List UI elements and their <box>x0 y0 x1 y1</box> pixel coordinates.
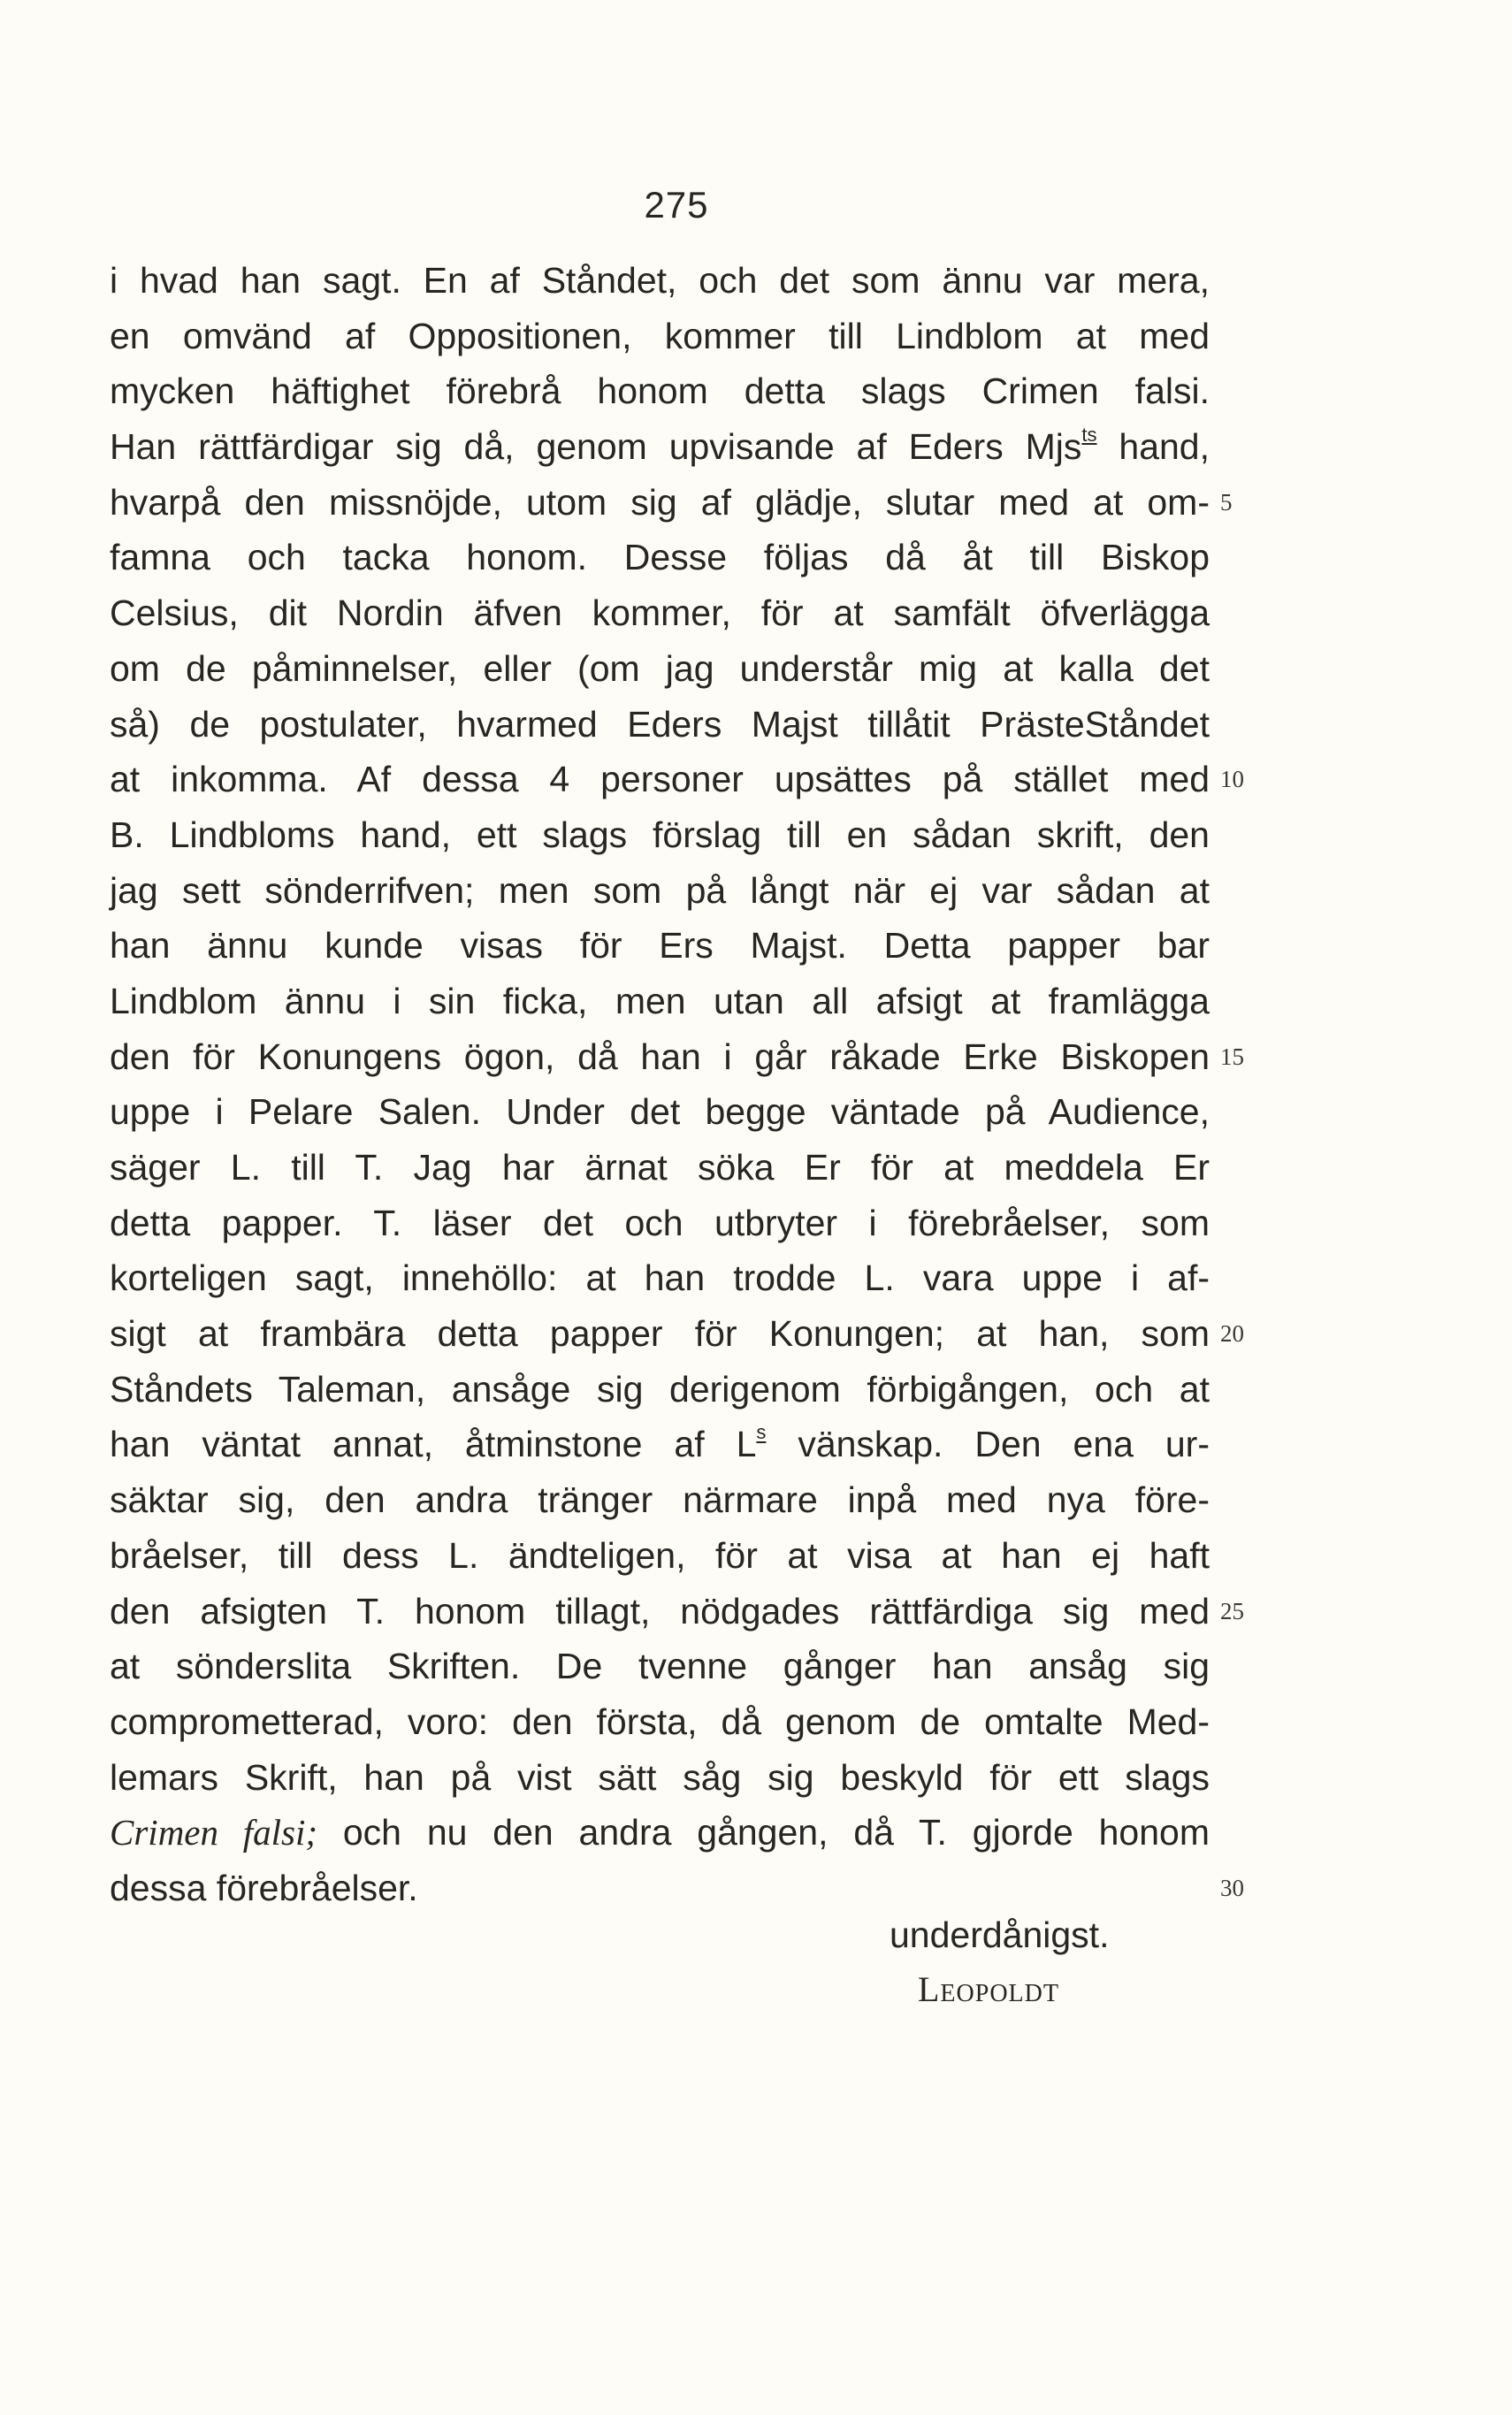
margin-line-number: 5 <box>1220 488 1233 516</box>
text-line <box>110 1805 1210 1861</box>
text-line: om de påminnelser, eller (om jag understår mig at kalla det <box>110 647 1210 689</box>
text-line: Celsius, dit Nordin äfven kommer, för at samfält öfverlägga <box>110 592 1210 634</box>
italic-phrase: Crimen falsi; <box>110 1812 317 1853</box>
letter-body <box>110 253 1244 1916</box>
margin-line-number: 10 <box>1220 766 1244 793</box>
line-text-before: Han rättfärdigar sig då, genom upvisande af Eders Mjs <box>110 426 1082 468</box>
text-line: mycken häftighet förebrå honom detta slags Crimen falsi. <box>110 371 1210 412</box>
text-line: i hvad han sagt. En af Ståndet, och det som ännu var mera, <box>110 260 1210 301</box>
text-line: säktar sig, den andra tränger närmare inpå med nya före- <box>110 1479 1210 1521</box>
line-text-before: han väntat annat, åtminstone af L <box>110 1424 757 1465</box>
margin-line-number: 25 <box>1220 1597 1244 1624</box>
text-line: dessa förebråelser. 30 <box>110 1861 1210 1916</box>
text-line <box>110 1417 1210 1472</box>
text-line: så) de postulater, hvarmed Eders Majst tillåtit PrästeStåndet <box>110 703 1210 745</box>
text-line: Lindblom ännu i sin ficka, men utan all afsigt at framlägga <box>110 980 1210 1021</box>
text-line: hvarpå den missnöjde, utom sig af glädje, slutar med at om- 5 <box>110 475 1210 531</box>
closing-phrase: underdånigst. <box>890 1914 1110 1955</box>
superscript-abbreviation: s <box>756 1421 767 1444</box>
text-line: säger L. till T. Jag har ärnat söka Er för at meddela Er <box>110 1147 1210 1188</box>
margin-line-number: 15 <box>1220 1043 1244 1070</box>
line-text-after: och nu den andra gången, då T. gjorde honom <box>317 1812 1210 1853</box>
text-line: den afsigten T. honom tillagt, nödgades rättfärdiga sig med 25 <box>110 1584 1210 1639</box>
text-line: den för Konungens ögon, då han i går råkade Erke Biskopen 15 <box>110 1029 1210 1085</box>
signature: Leopoldt <box>918 1969 1059 2009</box>
line-text-after: vänskap. Den ena ur- <box>766 1424 1210 1465</box>
text-line: Ståndets Taleman, ansåge sig derigenom förbigången, och at <box>110 1368 1210 1410</box>
text-line: at inkomma. Af dessa 4 personer upsättes på stället med 10 <box>110 752 1210 807</box>
text-line: korteligen sagt, innehöllo: at han trodde L. vara uppe i af- <box>110 1257 1210 1299</box>
text-line: lemars Skrift, han på vist sätt såg sig beskyld för ett slags <box>110 1756 1210 1798</box>
text-line: sigt at frambära detta papper för Konungen; at han, som 20 <box>110 1306 1210 1362</box>
text-line: jag sett sönderrifven; men som på långt när ej var sådan at <box>110 869 1210 911</box>
page-number: 275 <box>644 184 709 225</box>
text-line: famna och tacka honom. Desse följas då åt till Biskop <box>110 537 1210 578</box>
text-line: detta papper. T. läser det och utbryter i förebråelser, som <box>110 1202 1210 1243</box>
margin-line-number: 20 <box>1220 1320 1244 1348</box>
text-line: en omvänd af Oppositionen, kommer till Lindblom at med <box>110 315 1210 356</box>
text-line: comprometterad, voro: den första, då genom de omtalte Med- <box>110 1700 1210 1742</box>
superscript-abbreviation: ts <box>1081 424 1097 447</box>
margin-line-number: 30 <box>1220 1874 1244 1901</box>
text-line: at sönderslita Skriften. De tvenne gånger han ansåg sig <box>110 1646 1210 1687</box>
line-text-after: hand, <box>1096 426 1210 468</box>
text-line <box>110 419 1210 475</box>
text-line: bråelser, till dess L. ändteligen, för at visa at han ej haft <box>110 1534 1210 1576</box>
text-line: uppe i Pelare Salen. Under det begge väntade på Audience, <box>110 1091 1210 1133</box>
text-line: han ännu kunde visas för Ers Majst. Detta papper bar <box>110 925 1210 967</box>
text-line: B. Lindbloms hand, ett slags förslag till en sådan skrift, den <box>110 814 1210 855</box>
